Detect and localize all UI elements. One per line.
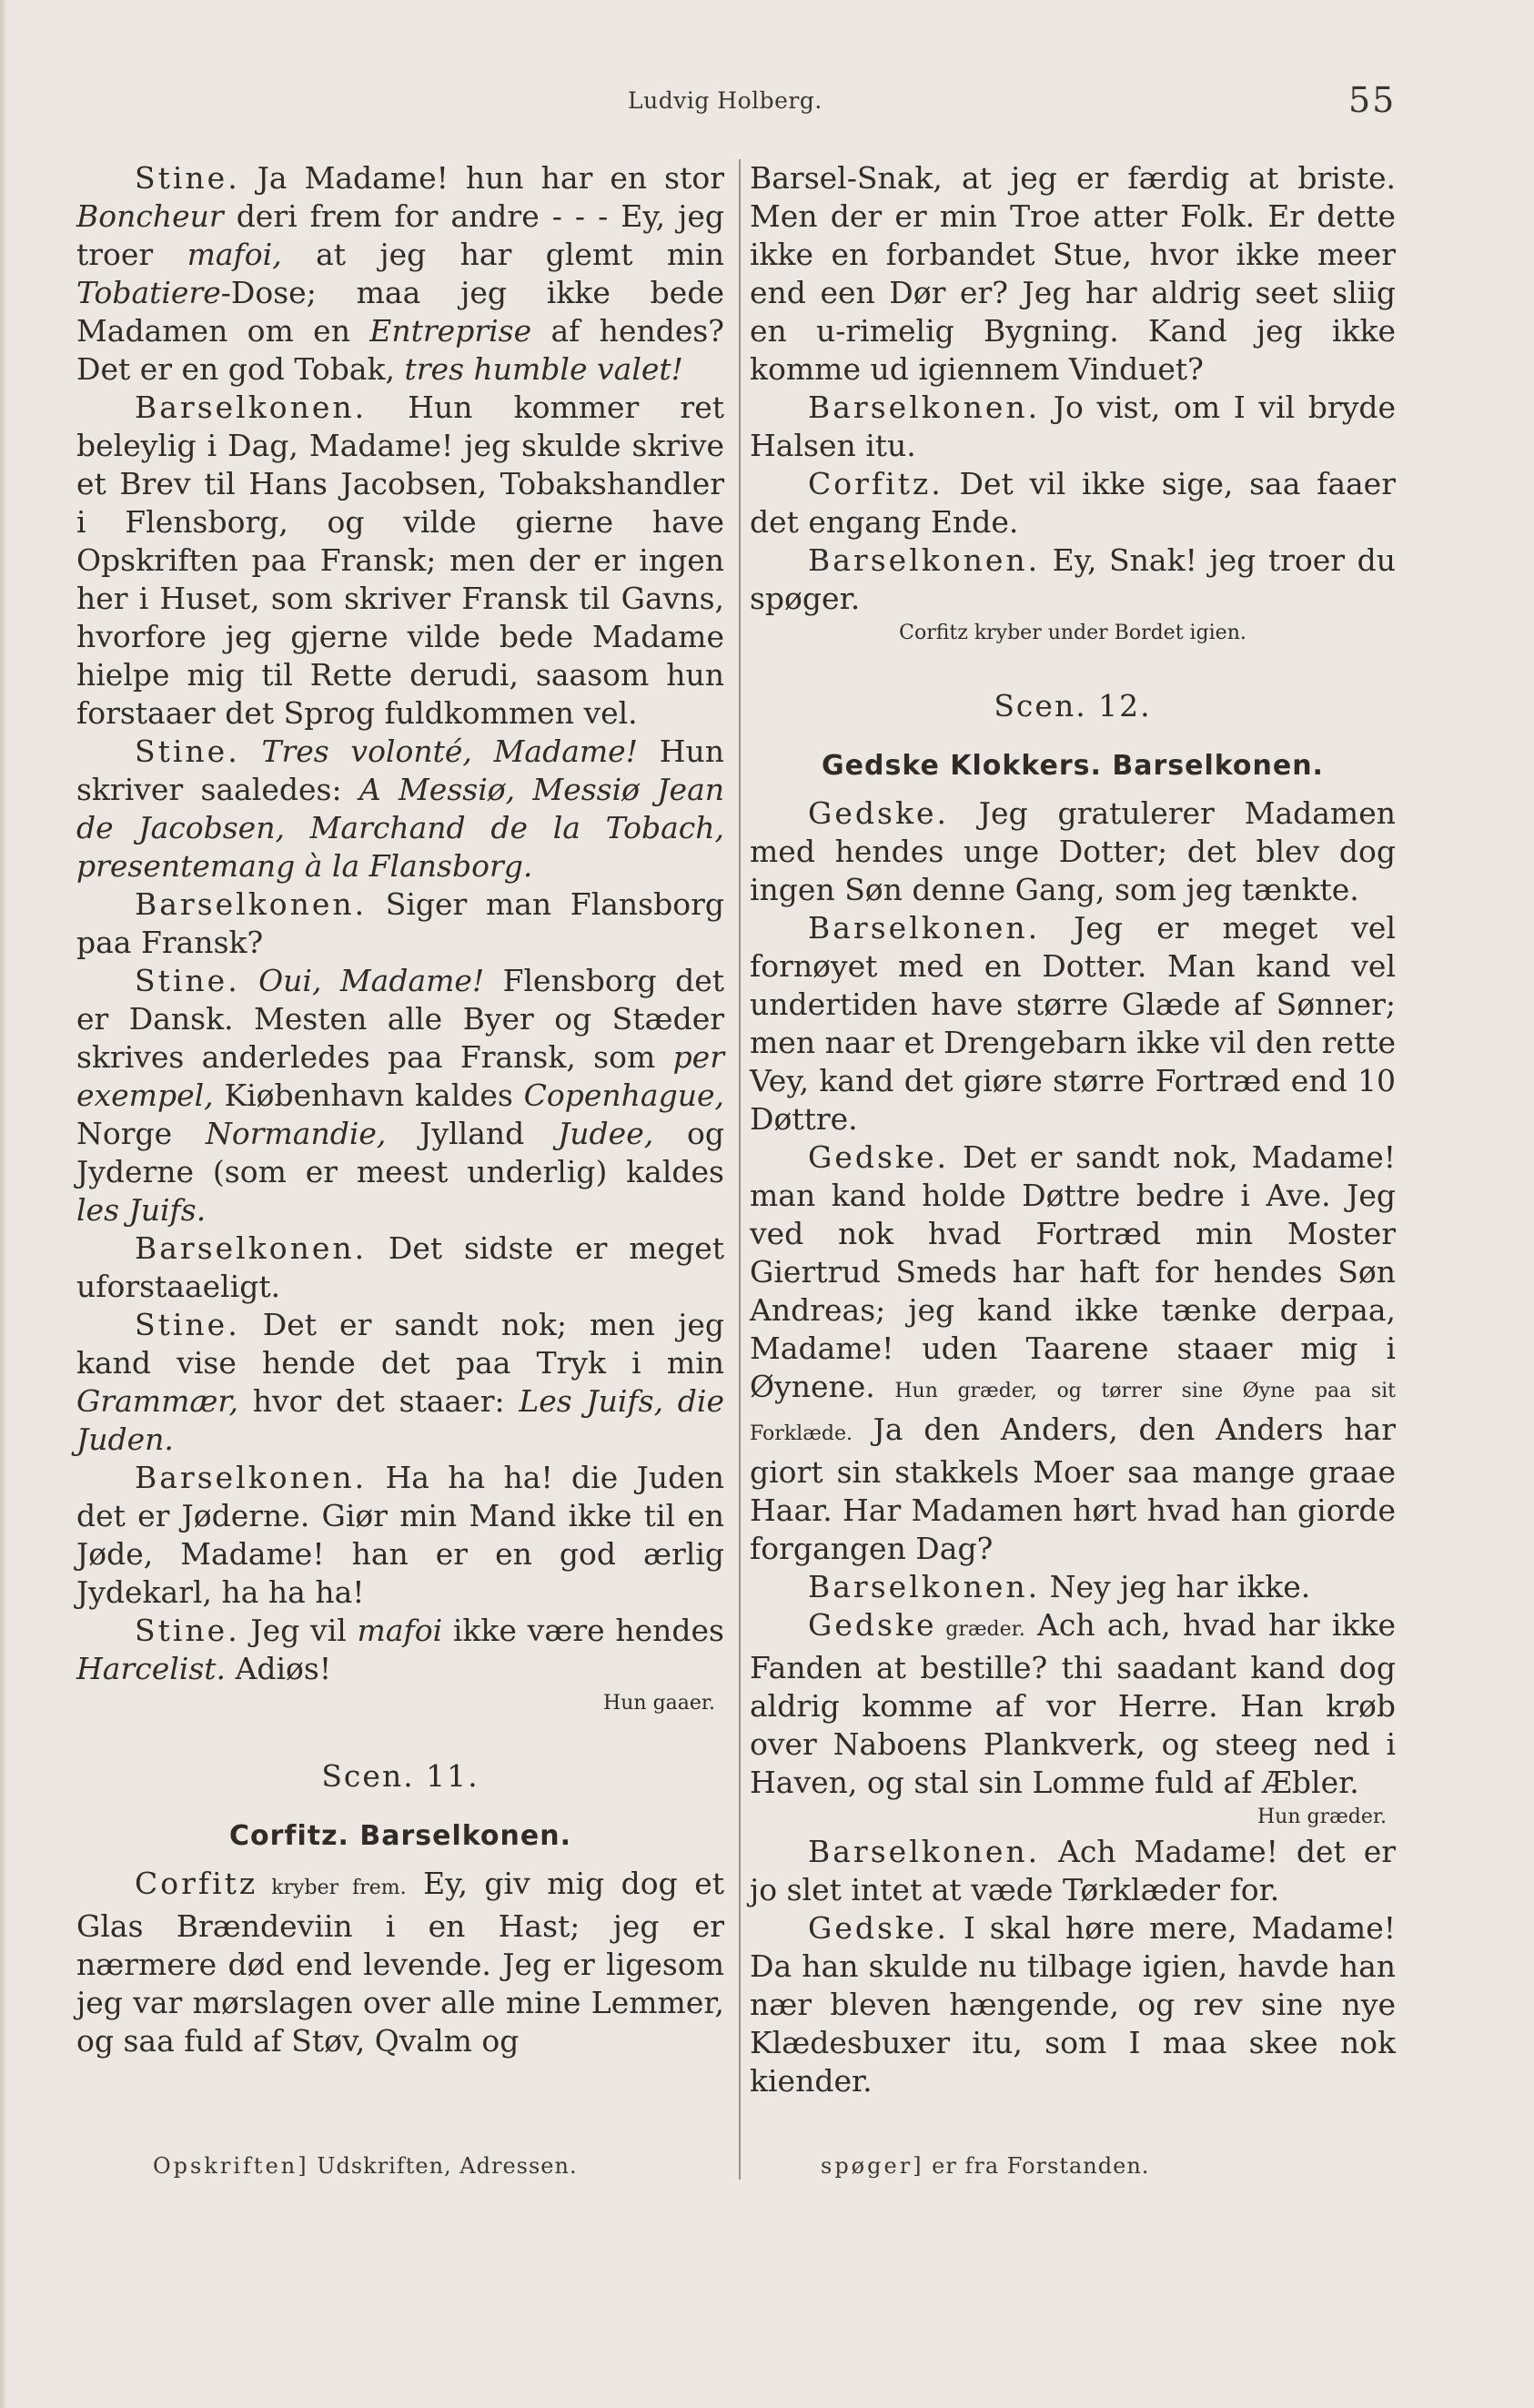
dialogue-paragraph — [750, 541, 1396, 618]
italic-term: tres humble valet! — [404, 351, 683, 387]
dialogue-text: Adiøs! — [226, 1651, 332, 1686]
speaker-name: Stine. — [135, 1613, 240, 1648]
running-head-title: Ludvig Holberg. — [628, 87, 823, 114]
dialogue-text: Det er sandt nok, Madame! man kand holde Døttre bedre i Ave. Jeg ved nok hvad Fortræd min Moster Giertrud Smeds har haft for hendes Søn Andreas; jeg kand ikke tænke derpaa, Madame! uden Taarene staaer mig i Øynene. — [750, 1139, 1396, 1404]
footnote-left — [153, 2153, 578, 2179]
dialogue-text: Norge — [76, 1116, 206, 1151]
scene-characters: Corfitz. Barselkonen. — [228, 1820, 571, 1852]
page-number: 55 — [1348, 80, 1397, 120]
speaker-name: Gedske. — [808, 1910, 949, 1946]
footnote-text: Udskriften, Adressen. — [308, 2153, 578, 2179]
dialogue-paragraph — [750, 159, 1396, 389]
dialogue-paragraph — [76, 1229, 724, 1306]
scene-heading: Scen. 12. — [994, 688, 1152, 723]
stage-direction: Hun græder. — [1257, 1806, 1387, 1828]
italic-term: Normandie, — [205, 1116, 387, 1151]
italic-term: A Messiø, Messiø Jean de Jacobsen, Marchand de la Tobach, presentemang à la Flansborg. — [76, 772, 724, 884]
italic-term: Les Juifs, die Juden. — [76, 1383, 724, 1457]
right-column — [750, 159, 1396, 2100]
dialogue-text: Flensborg det er Dansk. Mesten alle Byer og Stæder skrives anderledes paa Fransk, som — [76, 963, 724, 1075]
column-divider — [739, 159, 741, 2180]
dialogue-paragraph — [750, 1606, 1396, 1802]
dialogue-text: Det er sandt nok; men jeg kand vise hende det paa Tryk i min — [76, 1307, 724, 1381]
dialogue-text: Det sidste er meget uforstaaeligt. — [76, 1230, 724, 1304]
speaker-name: Barselkonen. — [808, 1569, 1041, 1604]
italic-term: Grammær, — [76, 1383, 239, 1419]
dialogue-text: hvor det staaer: — [238, 1383, 520, 1419]
inline-stage-direction: kryber frem. — [257, 1877, 407, 1899]
speaker-name: Barselkonen. — [135, 1230, 368, 1266]
dialogue-text: Hun skriver saaledes: — [76, 734, 725, 807]
inline-stage-direction: græder. — [936, 1618, 1025, 1641]
dialogue-text: Barsel-Snak, at jeg er færdig at briste. Men der er min Troe atter Folk. Er dette ikke en forbandet Stue, hvor ikke meer end een Dør er? Jeg har aldrig seet sliig en u-rimelig Bygning. Kand jeg ikke komme ud igiennem Vinduet? — [750, 160, 1396, 387]
footnote-right — [821, 2153, 1149, 2179]
italic-term: Harcelist. — [76, 1651, 227, 1686]
dialogue-text: Ja den Anders, den Anders har giort sin stakkels Moer saa mange graae Haar. Har Madamen hørt hvad han giorde forgangen Dag? — [750, 1411, 1396, 1566]
dialogue-text: af hendes? Det er en god Tobak, — [76, 313, 725, 387]
italic-term: Judee, — [558, 1116, 654, 1151]
dialogue-paragraph — [76, 159, 724, 389]
italic-term: Tobatiere — [76, 275, 221, 310]
dialogue-paragraph — [750, 1909, 1396, 2100]
dialogue-paragraph — [76, 389, 724, 733]
dialogue-text: Siger man Flansborg paa Fransk? — [76, 886, 724, 960]
dialogue-paragraph — [76, 962, 724, 1229]
italic-term: per exempel, — [76, 1039, 724, 1113]
dialogue-text: at jeg har glemt min — [281, 237, 724, 272]
inline-stage-direction: Hun græder, og tørrer sine Øyne paa sit Forklæde. — [750, 1380, 1396, 1445]
dialogue-paragraph — [76, 1612, 724, 1688]
italic-term: mafoi, — [187, 237, 282, 272]
stage-direction: Hun gaaer. — [603, 1692, 715, 1715]
speaker-name: Barselkonen. — [808, 910, 1041, 946]
dialogue-text: ikke være hendes — [442, 1613, 724, 1648]
dialogue-text: Jeg gratulerer Madamen med hendes unge Dotter; det blev dog ingen Søn denne Gang, som jeg tænkte. — [750, 795, 1396, 907]
dialogue-text: I skal høre mere, Madame! Da han skulde nu tilbage igien, havde han nær bleven hængende, og rev sine nye Klædesbuxer itu, som I maa skee nok kiender. — [750, 1910, 1396, 2099]
dialogue-paragraph — [750, 794, 1396, 909]
speaker-name: Stine. — [135, 1307, 240, 1342]
speaker-name: Corfitz. — [808, 466, 944, 501]
dialogue-paragraph — [76, 885, 724, 962]
speaker-name: Barselkonen. — [135, 886, 368, 922]
page-edge-shadow — [0, 0, 7, 2408]
dialogue-text: Ha ha ha! die Juden det er Jøderne. Giør min Mand ikke til en Jøde, Madame! han er en god ærlig Jydekarl, ha ha ha! — [76, 1460, 724, 1610]
dialogue-paragraph — [750, 389, 1396, 465]
dialogue-text: Jeg er meget vel fornøyet med en Dotter. Man kand vel undertiden have større Glæde af Sønner; men naar et Drengebarn ikke vil den rette Vey, kand det giøre større Fortræd end 10 Døttre. — [750, 910, 1396, 1137]
dialogue-text: Jeg vil — [239, 1613, 358, 1648]
speaker-name: Barselkonen. — [808, 1834, 1041, 1869]
italic-term: Entreprise — [369, 313, 532, 349]
dialogue-text: Jo vist, om I vil bryde Halsen itu. — [750, 390, 1396, 463]
dialogue-text: Ach Madame! det er jo slet intet at væde Tørklæder for. — [750, 1834, 1396, 1907]
dialogue-paragraph — [750, 1833, 1396, 1909]
dialogue-paragraph — [76, 1459, 724, 1612]
speaker-name: Corfitz — [135, 1866, 258, 1901]
dialogue-text: Jylland — [386, 1116, 559, 1151]
italic-term: mafoi — [357, 1613, 443, 1648]
dialogue-paragraph — [750, 1138, 1396, 1568]
dialogue-text: og Jyderne (som er meest underlig) kaldes — [76, 1116, 725, 1189]
speaker-name: Gedske. — [808, 795, 949, 831]
italic-term: Boncheur — [76, 198, 224, 234]
footnote-text: er fra Forstanden. — [923, 2153, 1150, 2179]
stage-direction: Corfitz kryber under Bordet igien. — [899, 622, 1246, 644]
dialogue-paragraph — [750, 909, 1396, 1138]
speaker-name: Barselkonen. — [808, 390, 1041, 425]
dialogue-text: Ey, Snak! jeg troer du spøger. — [750, 542, 1396, 616]
dialogue-text: Ey, giv mig dog et Glas Brændeviin i en Hast; jeg er nærmere død end levende. Jeg er ligesom jeg var mørslagen over alle mine Lemmer, og saa fuld af Støv, Qvalm og — [76, 1866, 724, 2059]
speaker-name: Barselkonen. — [808, 542, 1041, 578]
speaker-name: Stine. — [135, 734, 240, 769]
speaker-name: Stine. — [135, 963, 240, 998]
dialogue-paragraph — [750, 1568, 1396, 1606]
dialogue-text: -Dose; maa jeg ikke bede Madamen om en — [76, 275, 724, 349]
dialogue-text: Hun kommer ret beleylig i Dag, Madame! jeg skulde skrive et Brev til Hans Jacobsen, Tobakshandler i Flensborg, og vilde gierne have Opskriften paa Fransk; men der er ingen her i Huset, som skriver Fransk til Gavns, hvorfore jeg gjerne vilde bede Madame hielpe mig til Rette derudi, saasom hun forstaaer det Sprog fuldkommen vel. — [76, 390, 724, 731]
italic-term: Oui, Madame! — [239, 963, 485, 998]
dialogue-text: Ach ach, hvad har ikke Fanden at bestille? thi saadant kand dog aldrig komme af vor Herre. Han krøb over Naboens Plankverk, og steeg ned i Haven, og stal sin Lomme fuld af Æbler. — [750, 1607, 1397, 1800]
scene-characters: Gedske Klokkers. Barselkonen. — [822, 750, 1324, 782]
footnote-term: spøger] — [821, 2153, 924, 2179]
footnote-term: Opskriften] — [153, 2153, 309, 2179]
dialogue-text: Ney jeg har ikke. — [1040, 1569, 1311, 1604]
italic-term: les Juifs. — [76, 1192, 207, 1228]
dialogue-paragraph — [76, 733, 724, 885]
left-column — [76, 159, 724, 2060]
dialogue-paragraph — [76, 1865, 724, 2060]
speaker-name: Gedske — [808, 1607, 937, 1643]
speaker-name: Gedske. — [808, 1139, 949, 1175]
running-head — [0, 80, 1534, 124]
italic-term: Copenhague, — [523, 1078, 724, 1113]
speaker-name: Barselkonen. — [135, 390, 368, 425]
dialogue-text: deri frem for andre - - - Ey, jeg troer — [76, 198, 724, 272]
dialogue-text: Det vil ikke sige, saa faaer det engang Ende. — [750, 466, 1396, 540]
speaker-name: Stine. — [135, 160, 240, 196]
dialogue-text: Ja Madame! hun har en stor — [239, 160, 724, 196]
italic-term: Tres volonté, Madame! — [239, 734, 638, 769]
speaker-name: Barselkonen. — [135, 1460, 368, 1495]
dialogue-text: Kiøbenhavn kaldes — [213, 1078, 524, 1113]
dialogue-paragraph — [76, 1306, 724, 1459]
scene-heading: Scen. 11. — [321, 1758, 479, 1794]
dialogue-paragraph — [750, 465, 1396, 541]
